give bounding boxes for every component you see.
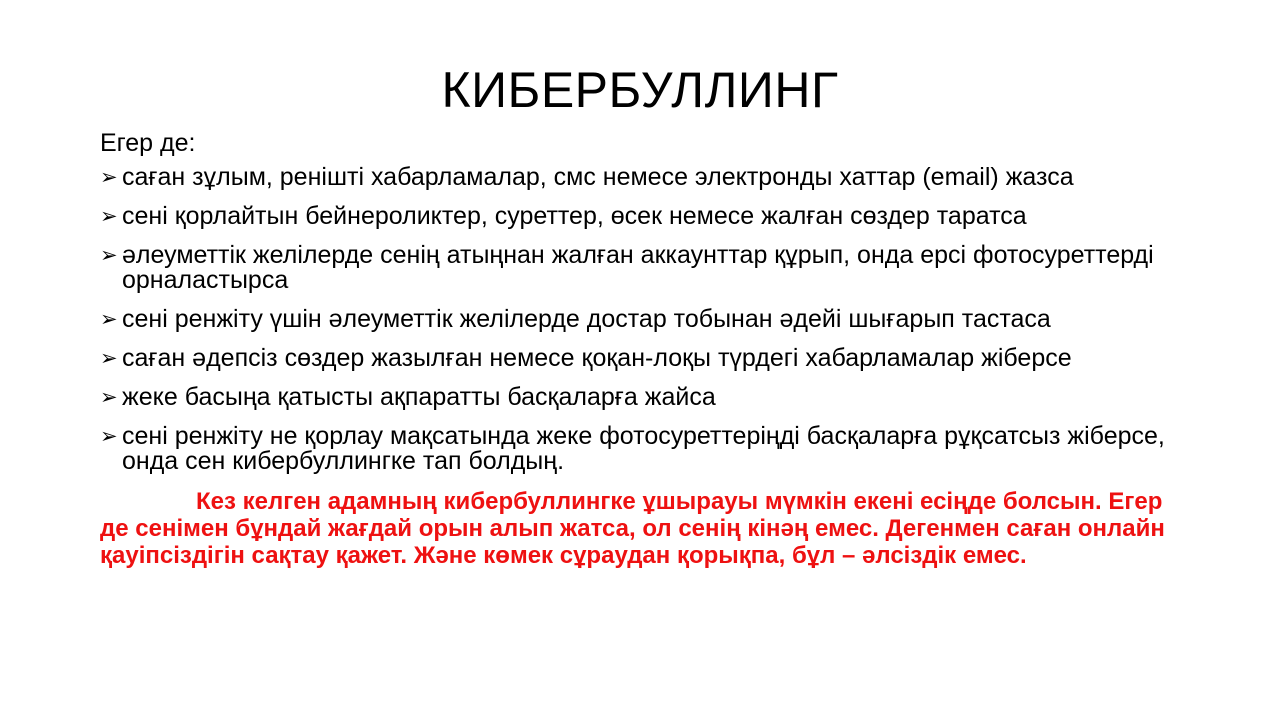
slide-title: КИБЕРБУЛЛИНГ bbox=[441, 62, 839, 118]
bullet-text: әлеуметтік желілерде сенің атыңнан жалған аккаунттар құрып, онда ерсі фотосуреттерді орналастырса bbox=[122, 241, 1154, 294]
list-item bbox=[100, 204, 1190, 229]
list-item bbox=[100, 307, 1190, 332]
arrow-check-icon: ➢ bbox=[100, 244, 118, 267]
list-item bbox=[100, 243, 1190, 293]
bullet-text: сені ренжіту не қорлау мақсатында жеке фотосуреттеріңді басқаларға рұқсатсыз жіберсе, онда сен кибербуллингке тап болдың. bbox=[122, 422, 1165, 475]
list-item bbox=[100, 165, 1190, 190]
arrow-check-icon: ➢ bbox=[100, 166, 118, 189]
bullet-text: сені ренжіту үшін әлеуметтік желілерде достар тобынан әдейі шығарып тастаса bbox=[122, 305, 1051, 333]
list-item bbox=[100, 346, 1190, 371]
bullet-list bbox=[100, 165, 1190, 474]
arrow-check-icon: ➢ bbox=[100, 425, 118, 448]
list-item bbox=[100, 385, 1190, 410]
bullet-text: саған әдепсіз сөздер жазылған немесе қоқан-лоқы түрдегі хабарламалар жіберсе bbox=[122, 344, 1072, 372]
slide-body bbox=[100, 127, 1190, 593]
list-item bbox=[100, 424, 1190, 474]
arrow-check-icon: ➢ bbox=[100, 386, 118, 409]
arrow-check-icon: ➢ bbox=[100, 347, 118, 370]
intro-text: Егер де: bbox=[100, 129, 196, 157]
arrow-check-icon: ➢ bbox=[100, 205, 118, 228]
bullet-text: жеке басыңа қатысты ақпаратты басқаларға жайса bbox=[122, 383, 716, 411]
bullet-text: саған зұлым, ренішті хабарламалар, смс немесе электронды хаттар (email) жазса bbox=[122, 163, 1074, 191]
warning-note: Кез келген адамның кибербуллингке ұшырауы мүмкін екені есіңде болсын. Егер де сенімен бұндай жағдай орын алып жатса, ол сенің кінәң емес. Дегенмен саған онлайн қауіпсіздігін сақтау қажет. Және көмек сұраудан қорықпа, бұл – әлсіздік емес. bbox=[100, 488, 1165, 569]
arrow-check-icon: ➢ bbox=[100, 308, 118, 331]
bullet-text: сені қорлайтын бейнероликтер, суреттер, өсек немесе жалған сөздер таратса bbox=[122, 202, 1027, 230]
